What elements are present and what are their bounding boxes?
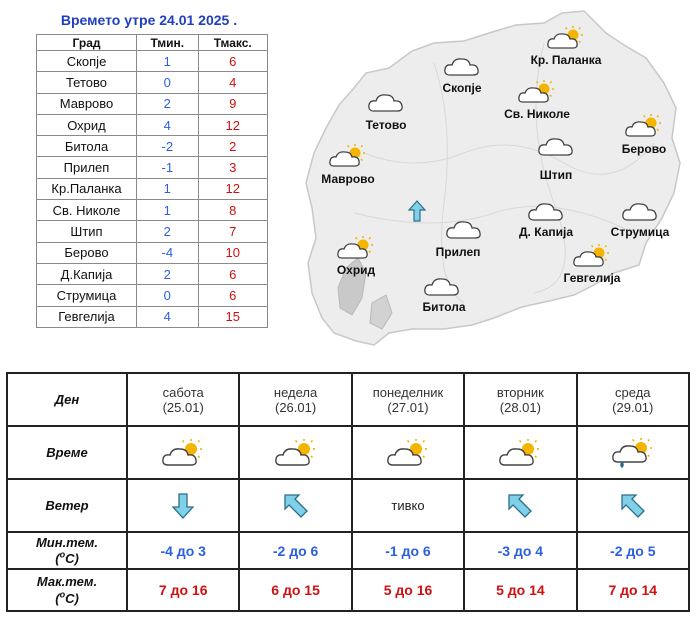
row-label-day: Ден [7,373,127,426]
unit-open: ( [55,590,60,606]
arrow-up-icon [408,200,426,222]
partly-sunny-icon [517,79,557,105]
table-header-row [37,35,268,51]
partly-sunny-icon [161,438,205,468]
cloud-icon [444,216,484,242]
tmin-value: 1 [137,178,199,199]
arrow-up-left-icon [620,493,646,519]
column-header-tmin: Тмин. [137,35,199,51]
city-name: Берово [37,242,137,263]
forecast-weather-row [7,426,689,479]
table-row [37,221,268,242]
row-label-min-temp [7,532,127,569]
max-temp-cell: 7 до 14 [577,569,689,611]
max-temp-label: Мак.тем. [36,574,98,590]
arrow-down-icon [172,493,194,519]
table-row [37,157,268,178]
table-row [37,285,268,306]
day-date: (27.01) [387,399,429,415]
macedonia-weather-map [294,3,686,348]
map-label-sv-nikole: Св. Николе [504,107,570,121]
tmin-value: 4 [137,306,199,327]
day-date: (25.01) [162,399,204,415]
tmin-value: -4 [137,242,199,263]
table-row [37,200,268,221]
tmax-value: 2 [198,136,267,157]
map-label-gevgelija: Гевгелија [563,271,621,285]
map-label-berovo: Берово [621,142,667,156]
map-label-kr-palanka: Кр. Паланка [530,53,602,67]
city-name: Скопје [37,51,137,72]
weather-cell [352,426,464,479]
row-label-weather: Време [7,426,127,479]
partly-sunny-icon [336,235,376,261]
tmax-value: 15 [198,306,267,327]
day-cell [577,373,689,426]
partly-sunny-icon [572,243,612,269]
tmax-value: 9 [198,93,267,114]
weather-cell [127,426,239,479]
degree-sign: o [59,549,66,560]
cloud-icon [366,89,406,115]
day-cell [352,373,464,426]
day-name: понеделник [372,384,444,400]
tmin-value: 4 [137,114,199,135]
day-name: среда [615,384,651,400]
city-name: Тетово [37,72,137,93]
table-row [37,263,268,284]
min-temp-cell: -2 до 5 [577,532,689,569]
table-row [37,242,268,263]
day-name: сабота [162,384,204,400]
cloud-icon [442,53,482,79]
map-label-shtip: Штип [539,168,573,182]
tmin-value: 0 [137,285,199,306]
arrow-up-left-icon [507,493,533,519]
tmax-value: 6 [198,51,267,72]
city-name: Струмица [37,285,137,306]
unit-label [55,551,79,566]
weather-cell [464,426,576,479]
row-label-wind: Ветер [7,479,127,532]
tmax-value: 10 [198,242,267,263]
forecast-title: Времето утре 24.01 2025 . [60,12,238,28]
cloud-icon [620,198,660,224]
tmax-value: 4 [198,72,267,93]
cloud-icon [526,198,566,224]
partly-sunny-rain-icon [611,437,655,469]
city-name: Гевгелија [37,306,137,327]
wind-cell [239,479,351,532]
table-row [37,51,268,72]
city-name: Охрид [37,114,137,135]
day-date: (29.01) [612,399,654,415]
map-label-tetovo: Тетово [365,118,407,132]
wind-cell [464,479,576,532]
max-temp-cell: 5 до 16 [352,569,464,611]
unit-open: ( [55,551,60,567]
partly-sunny-icon [328,143,368,169]
tmin-value: 2 [137,93,199,114]
unit-label [55,591,79,606]
city-temperature-table [36,34,268,328]
map-label-prilep: Прилеп [435,245,481,259]
table-row [37,114,268,135]
max-temp-cell: 6 до 15 [239,569,351,611]
tmax-value: 6 [198,285,267,306]
tmin-value: 0 [137,72,199,93]
unit-close: C) [65,551,79,567]
cloud-icon [536,133,576,159]
wind-cell [127,479,239,532]
min-temp-cell: -2 до 6 [239,532,351,569]
table-row [37,93,268,114]
tmin-value: 2 [137,221,199,242]
weather-cell [239,426,351,479]
tmin-value: 1 [137,200,199,221]
city-name: Д.Капија [37,263,137,284]
row-label-max-temp [7,569,127,611]
partly-sunny-icon [624,113,664,139]
min-temp-label: Мин.тем. [35,534,99,550]
day-cell [464,373,576,426]
wind-cell [352,479,464,532]
map-label-d-kapija: Д. Капија [519,225,573,239]
day-date: (28.01) [499,399,541,415]
map-label-mavrovo: Маврово [321,172,375,186]
map-label-ohrid: Охрид [336,263,376,277]
map-label-bitola: Битола [422,300,466,314]
forecast-wind-row [7,479,689,532]
map-label-strumica: Струмица [610,225,670,239]
day-name: вторник [496,384,544,400]
table-row [37,136,268,157]
city-name: Прилеп [37,157,137,178]
max-temp-cell: 7 до 16 [127,569,239,611]
unit-close: C) [65,590,79,606]
column-header-city: Град [37,35,137,51]
map-label-skopje: Скопје [442,81,482,95]
five-day-forecast-table [6,372,690,612]
max-temp-cell: 5 до 14 [464,569,576,611]
city-name: Маврово [37,93,137,114]
tmin-value: -2 [137,136,199,157]
arrow-up-left-icon [283,493,309,519]
forecast-min-temp-row [7,532,689,569]
tmax-value: 12 [198,178,267,199]
forecast-day-row [7,373,689,426]
partly-sunny-icon [386,438,430,468]
tmax-value: 8 [198,200,267,221]
tmax-value: 12 [198,114,267,135]
day-date: (26.01) [274,399,317,415]
partly-sunny-icon [274,438,318,468]
table-row [37,178,268,199]
tmax-value: 6 [198,263,267,284]
min-temp-cell: -4 до 3 [127,532,239,569]
tmax-value: 7 [198,221,267,242]
min-temp-cell: -3 до 4 [464,532,576,569]
city-name: Св. Николе [37,200,137,221]
tmin-value: -1 [137,157,199,178]
table-row [37,306,268,327]
partly-sunny-icon [498,438,542,468]
column-header-tmax: Тмакс. [198,35,267,51]
day-cell [239,373,351,426]
city-name: Кр.Паланка [37,178,137,199]
table-row [37,72,268,93]
tmin-value: 2 [137,263,199,284]
city-name: Битола [37,136,137,157]
wind-cell [577,479,689,532]
city-name: Штип [37,221,137,242]
wind-calm-text: тивко [391,497,425,513]
forecast-max-temp-row [7,569,689,611]
min-temp-cell: -1 до 6 [352,532,464,569]
weather-cell [577,426,689,479]
day-name: недела [273,384,318,400]
day-cell [127,373,239,426]
partly-sunny-icon [546,25,586,51]
degree-sign: o [59,589,66,600]
tmin-value: 1 [137,51,199,72]
tmax-value: 3 [198,157,267,178]
cloud-icon [422,273,462,299]
